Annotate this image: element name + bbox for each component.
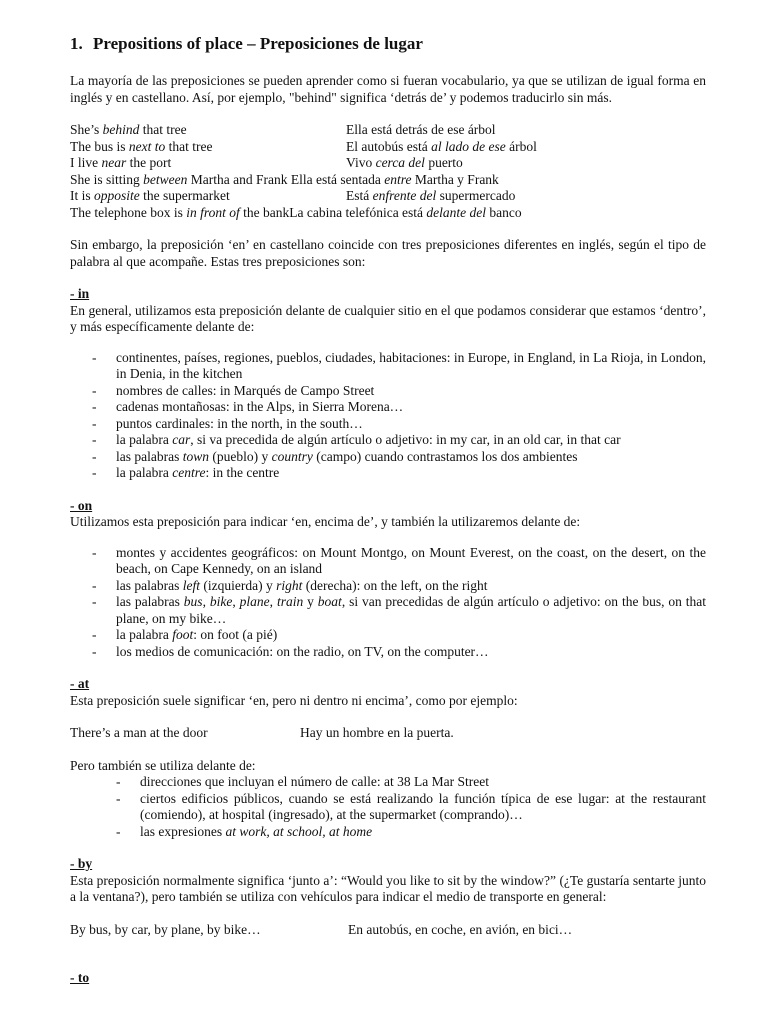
- section-desc-by: Esta preposición normalmente significa ‘junto a’: “Would you like to sit by the window?” (¿Te gustaría sentarte junto a la ventana?), pero también se utiliza con vehículos para indicar el medio de transporte en general:: [70, 872, 706, 904]
- title-number: 1.: [70, 34, 83, 53]
- section-title-to: - to: [70, 970, 90, 985]
- section-desc-in: En general, utilizamos esta preposición delante de cualquier sitio en el que podamos considerar que estamos ‘dentro’, y más específicamente delante de:: [70, 302, 706, 334]
- page-title: [70, 33, 706, 55]
- intro-paragraph: La mayoría de las preposiciones se pueden aprender como si fueran vocabulario, ya que se utilizan de igual forma en inglés y en castellano. Así, por ejemplo, "behind" significa ‘detrás de’ y podemos traducirlo sin más.: [70, 73, 706, 105]
- example-row: The bus is next to that tree El autobús está al lado de ese árbol: [70, 138, 537, 154]
- in-list: [70, 350, 706, 482]
- at-example-row: There’s a man at the door Hay un hombre en la puerta.: [70, 725, 454, 740]
- list-item: - nombres de calles: in Marqués de Campo Street: [92, 383, 706, 400]
- list-item: - direcciones que incluyan el número de calle: at 38 La Mar Street: [116, 774, 706, 791]
- example-row-inline: The telephone box is in front of the bankLa cabina telefónica está delante del banco: [70, 204, 522, 220]
- example-row-inline: She is sitting between Martha and Frank Ella está sentada entre Martha y Frank: [70, 171, 499, 187]
- by-example-row: By bus, by car, by plane, by bike… En autobús, en coche, en avión, en bici…: [70, 921, 573, 937]
- list-item: - continentes, países, regiones, pueblos, ciudades, habitaciones: in Europe, in England, in La Rioja, in London, in Denia, in the kitchen: [92, 350, 706, 383]
- at-also: Pero también se utiliza delante de:: [70, 757, 256, 773]
- example-row: It is opposite the supermarket Está enfrente del supermercado: [70, 188, 516, 203]
- at-list: [70, 774, 706, 840]
- examples-list: [70, 122, 706, 221]
- list-item: - la palabra centre: in the centre: [92, 465, 706, 482]
- list-item: - puntos cardinales: in the north, in the south…: [92, 416, 706, 433]
- list-item: - las palabras bus, bike, plane, train y boat, si van precedidas de algún artículo o adjetivo: on the bus, on that plane, on my bike…: [92, 594, 706, 627]
- list-item: - cadenas montañosas: in the Alps, in Sierra Morena…: [92, 399, 706, 416]
- list-item: - los medios de comunicación: on the radio, on TV, on the computer…: [92, 644, 706, 661]
- section-desc-at: Esta preposición suele significar ‘en, pero ni dentro ni encima’, como por ejemplo:: [70, 692, 518, 708]
- list-item: - montes y accidentes geográficos: on Mount Montgo, on Mount Everest, on the coast, on the desert, on the beach, on Cape Kennedy, on an island: [92, 545, 706, 578]
- en-intro-paragraph: Sin embargo, la preposición ‘en’ en castellano coincide con tres preposiciones diferentes en inglés, según el tipo de palabra al que acompañe. Estas tres preposiciones son:: [70, 237, 706, 269]
- list-item: - la palabra foot: on foot (a pié): [92, 627, 706, 644]
- section-title-by: - by: [70, 856, 93, 871]
- section-title-on: - on: [70, 497, 93, 513]
- title-text: Prepositions of place – Preposiciones de lugar: [93, 34, 423, 53]
- section-title-in: - in: [70, 286, 90, 301]
- section-title-at: - at: [70, 676, 90, 691]
- list-item: - la palabra car, si va precedida de algún artículo o adjetivo: in my car, in an old car, in that car: [92, 432, 706, 449]
- example-row: She’s behind that tree Ella está detrás de ese árbol: [70, 122, 496, 137]
- example-row: I live near the port Vivo cerca del puerto: [70, 155, 463, 170]
- list-item: - las palabras left (izquierda) y right (derecha): on the left, on the right: [92, 578, 706, 595]
- on-list: [70, 545, 706, 661]
- list-item: - ciertos edificios públicos, cuando se está realizando la función típica de ese lugar: at the restaurant (comiendo), at hospital (ingresado), at the supermarket (comprando)…: [116, 791, 706, 824]
- section-desc-on: Utilizamos esta preposición para indicar ‘en, encima de’, y también la utilizaremos delante de:: [70, 514, 581, 529]
- list-item: - las expresiones at work, at school, at home: [116, 824, 706, 841]
- list-item: - las palabras town (pueblo) y country (campo) cuando contrastamos los dos ambientes: [92, 449, 706, 466]
